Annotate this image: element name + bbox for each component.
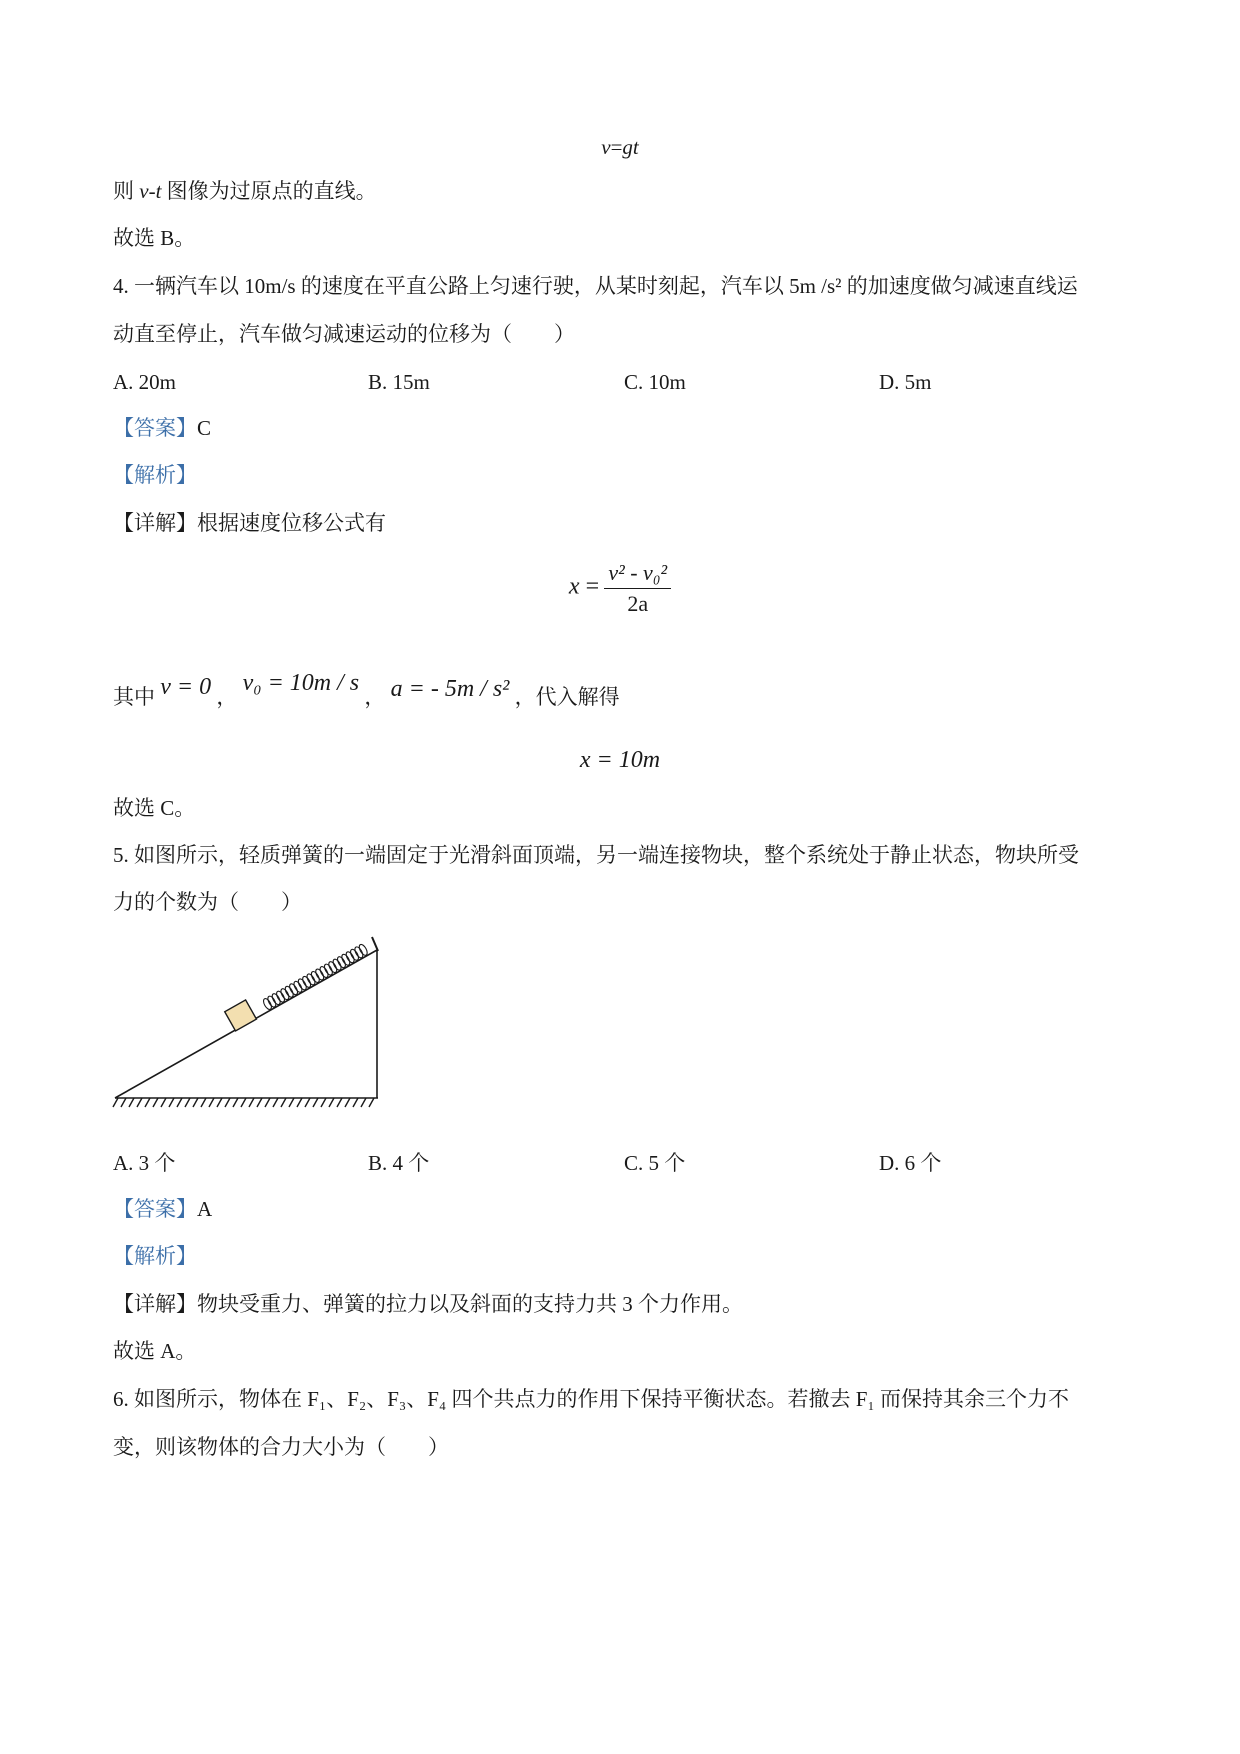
- q4-option-d: D. 5m: [879, 370, 932, 394]
- q5-analysis-tag: 【解析】: [113, 1244, 197, 1268]
- q4-formula-fraction: $\frac{\text{v² - v₀²}}{2a}$: [604, 560, 671, 617]
- q5-stem-line1: 5. 如图所示，轻质弹簧的一端固定于光滑斜面顶端，另一端连接物块，整个系统处于静止状态，物块所受: [113, 843, 1079, 867]
- q4-option-c: C. 10m: [624, 370, 686, 394]
- q5-stem-line2: 力的个数为（ ）: [113, 890, 302, 914]
- q4-detail: 【详解】根据速度位移公式有: [113, 511, 386, 535]
- q6-stem-line1: 6. 如图所示，物体在 F₁、F₂、F₃、F₄ 四个共点力的作用下保持平衡状态。若撤去 F₁ 而保持其余三个力不: [113, 1387, 1069, 1411]
- q5-option-a: A. 3 个: [113, 1151, 176, 1175]
- top-stop: [372, 937, 378, 951]
- q4-option-b: B. 15m: [368, 370, 430, 394]
- block: [225, 1000, 257, 1031]
- q5-detail: 【详解】物块受重力、弹簧的拉力以及斜面的支持力共 3 个力作用。: [113, 1292, 743, 1316]
- incline-spring-figure: [110, 925, 390, 1115]
- q4-analysis-tag: 【解析】: [113, 463, 197, 487]
- q4-formula: x = $\frac{\text{v² - v₀²}}{2a}$: [0, 560, 1240, 617]
- q5-option-d: D. 6 个: [879, 1151, 942, 1175]
- q4-option-a: A. 20m: [113, 370, 176, 394]
- ground-hatching: [113, 1098, 378, 1107]
- q4-given: 其中 v = 0 ， v₀ = 10m / s ， a = - 5m / s² ，代入解得: [113, 670, 620, 709]
- q5-choose: 故选 A。: [113, 1339, 197, 1363]
- choose-b: 故选 B。: [113, 226, 196, 250]
- q5-option-b: B. 4 个: [368, 1151, 430, 1175]
- formula-v-gt: v=gt: [601, 135, 639, 159]
- q6-stem-line2: 变，则该物体的合力大小为（ ）: [113, 1435, 449, 1459]
- q4-stem-line2: 动直至停止，汽车做匀减速运动的位移为（ ）: [113, 322, 575, 346]
- answer-tag: 【答案】: [113, 416, 197, 440]
- q5-option-c: C. 5 个: [624, 1151, 686, 1175]
- spring: [262, 943, 369, 1011]
- q5-answer: 【答案】A: [113, 1197, 213, 1221]
- answer-tag: 【答案】: [113, 1197, 197, 1221]
- q4-stem-line1: 4. 一辆汽车以 10m/s 的速度在平直公路上匀速行驶，从某时刻起，汽车以 5m /s² 的加速度做匀减速直线运: [113, 274, 1078, 298]
- q4-choose: 故选 C。: [113, 796, 196, 820]
- q4-answer: 【答案】C: [113, 416, 212, 440]
- vt-graph-statement: 则 v-t 图像为过原点的直线。: [113, 179, 377, 203]
- q4-result: x = 10m: [579, 747, 661, 773]
